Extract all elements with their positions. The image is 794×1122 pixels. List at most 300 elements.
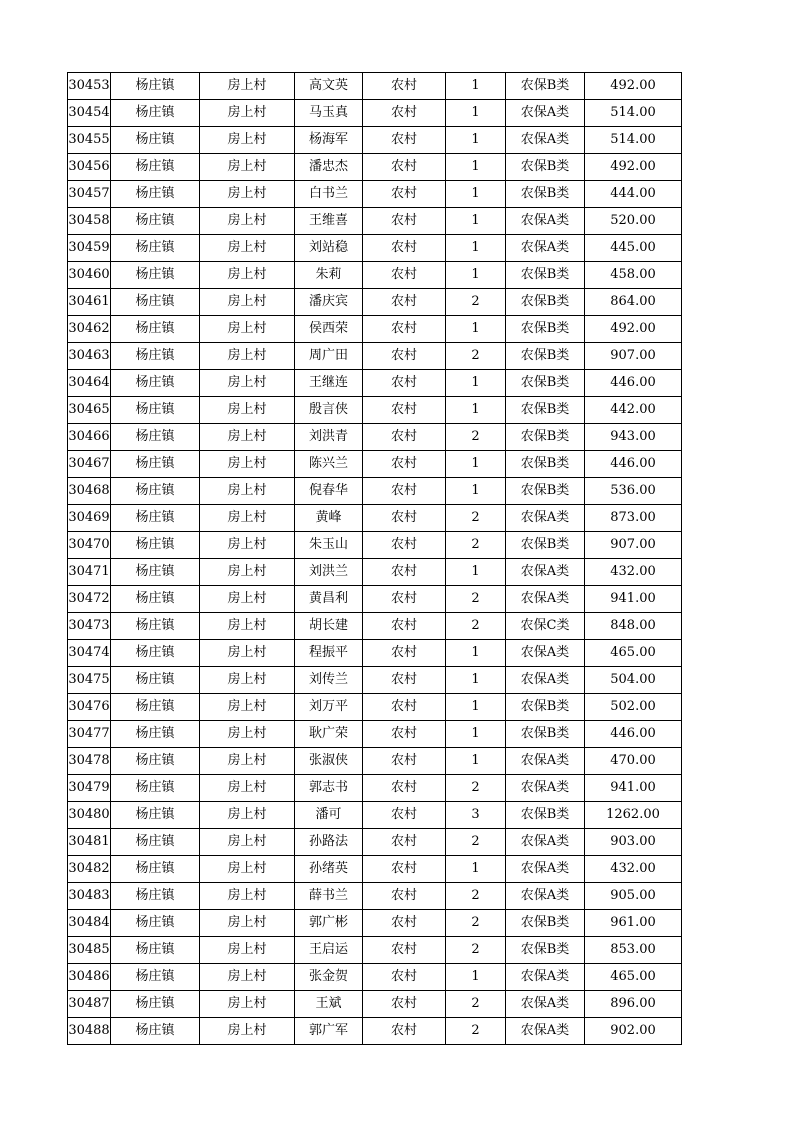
household-count-cell: 1: [446, 181, 506, 208]
insurance-class-cell: 农保A类: [506, 208, 585, 235]
area-type-cell: 农村: [363, 451, 446, 478]
insurance-class-cell: 农保B类: [506, 937, 585, 964]
record-id-cell: 30457: [68, 181, 111, 208]
amount-cell: 465.00: [585, 640, 682, 667]
insurance-class-cell: 农保A类: [506, 991, 585, 1018]
area-type-cell: 农村: [363, 559, 446, 586]
village-cell: 房上村: [200, 937, 295, 964]
area-type-cell: 农村: [363, 748, 446, 775]
household-count-cell: 1: [446, 721, 506, 748]
record-id-cell: 30482: [68, 856, 111, 883]
table-row: [68, 991, 682, 1018]
record-id-cell: 30484: [68, 910, 111, 937]
village-cell: 房上村: [200, 478, 295, 505]
person-name-cell: 薛书兰: [295, 883, 363, 910]
household-count-cell: 1: [446, 559, 506, 586]
table-row: [68, 127, 682, 154]
record-id-cell: 30488: [68, 1018, 111, 1045]
town-cell: 杨庄镇: [111, 991, 200, 1018]
insurance-class-cell: 农保B类: [506, 424, 585, 451]
area-type-cell: 农村: [363, 397, 446, 424]
household-count-cell: 2: [446, 586, 506, 613]
household-count-cell: 1: [446, 235, 506, 262]
person-name-cell: 朱莉: [295, 262, 363, 289]
record-id-cell: 30469: [68, 505, 111, 532]
record-id-cell: 30477: [68, 721, 111, 748]
person-name-cell: 刘洪兰: [295, 559, 363, 586]
insurance-class-cell: 农保B类: [506, 910, 585, 937]
person-name-cell: 马玉真: [295, 100, 363, 127]
person-name-cell: 王启运: [295, 937, 363, 964]
household-count-cell: 1: [446, 964, 506, 991]
person-name-cell: 潘庆宾: [295, 289, 363, 316]
table-row: [68, 721, 682, 748]
amount-cell: 941.00: [585, 775, 682, 802]
amount-cell: 943.00: [585, 424, 682, 451]
household-count-cell: 1: [446, 127, 506, 154]
insurance-class-cell: 农保B类: [506, 181, 585, 208]
village-cell: 房上村: [200, 154, 295, 181]
village-cell: 房上村: [200, 235, 295, 262]
village-cell: 房上村: [200, 586, 295, 613]
town-cell: 杨庄镇: [111, 532, 200, 559]
town-cell: 杨庄镇: [111, 424, 200, 451]
person-name-cell: 周广田: [295, 343, 363, 370]
table-row: [68, 613, 682, 640]
amount-cell: 907.00: [585, 532, 682, 559]
person-name-cell: 程振平: [295, 640, 363, 667]
area-type-cell: 农村: [363, 694, 446, 721]
table-row: [68, 100, 682, 127]
amount-cell: 442.00: [585, 397, 682, 424]
amount-cell: 903.00: [585, 829, 682, 856]
area-type-cell: 农村: [363, 262, 446, 289]
insurance-class-cell: 农保A类: [506, 856, 585, 883]
amount-cell: 446.00: [585, 721, 682, 748]
table-row: [68, 397, 682, 424]
village-cell: 房上村: [200, 667, 295, 694]
town-cell: 杨庄镇: [111, 694, 200, 721]
table-row: [68, 289, 682, 316]
amount-cell: 848.00: [585, 613, 682, 640]
household-count-cell: 2: [446, 775, 506, 802]
amount-cell: 520.00: [585, 208, 682, 235]
household-count-cell: 2: [446, 883, 506, 910]
household-count-cell: 3: [446, 802, 506, 829]
village-cell: 房上村: [200, 721, 295, 748]
amount-cell: 905.00: [585, 883, 682, 910]
village-cell: 房上村: [200, 964, 295, 991]
area-type-cell: 农村: [363, 991, 446, 1018]
person-name-cell: 朱玉山: [295, 532, 363, 559]
village-cell: 房上村: [200, 181, 295, 208]
insurance-class-cell: 农保B类: [506, 532, 585, 559]
village-cell: 房上村: [200, 613, 295, 640]
person-name-cell: 刘万平: [295, 694, 363, 721]
insurance-class-cell: 农保C类: [506, 613, 585, 640]
village-cell: 房上村: [200, 100, 295, 127]
village-cell: 房上村: [200, 397, 295, 424]
household-count-cell: 2: [446, 505, 506, 532]
person-name-cell: 张金贺: [295, 964, 363, 991]
record-id-cell: 30483: [68, 883, 111, 910]
amount-cell: 896.00: [585, 991, 682, 1018]
town-cell: 杨庄镇: [111, 73, 200, 100]
area-type-cell: 农村: [363, 208, 446, 235]
table-row: [68, 640, 682, 667]
person-name-cell: 胡长建: [295, 613, 363, 640]
record-id-cell: 30472: [68, 586, 111, 613]
amount-cell: 514.00: [585, 127, 682, 154]
village-cell: 房上村: [200, 559, 295, 586]
table-row: [68, 505, 682, 532]
village-cell: 房上村: [200, 910, 295, 937]
table-row: [68, 937, 682, 964]
area-type-cell: 农村: [363, 613, 446, 640]
town-cell: 杨庄镇: [111, 127, 200, 154]
household-count-cell: 1: [446, 262, 506, 289]
amount-cell: 446.00: [585, 370, 682, 397]
town-cell: 杨庄镇: [111, 1018, 200, 1045]
household-count-cell: 1: [446, 397, 506, 424]
town-cell: 杨庄镇: [111, 748, 200, 775]
town-cell: 杨庄镇: [111, 856, 200, 883]
insurance-class-cell: 农保A类: [506, 505, 585, 532]
town-cell: 杨庄镇: [111, 316, 200, 343]
village-cell: 房上村: [200, 1018, 295, 1045]
person-name-cell: 刘洪青: [295, 424, 363, 451]
record-id-cell: 30471: [68, 559, 111, 586]
town-cell: 杨庄镇: [111, 451, 200, 478]
area-type-cell: 农村: [363, 154, 446, 181]
person-name-cell: 白书兰: [295, 181, 363, 208]
record-id-cell: 30470: [68, 532, 111, 559]
village-cell: 房上村: [200, 316, 295, 343]
town-cell: 杨庄镇: [111, 505, 200, 532]
record-id-cell: 30466: [68, 424, 111, 451]
town-cell: 杨庄镇: [111, 586, 200, 613]
village-cell: 房上村: [200, 856, 295, 883]
person-name-cell: 郭广彬: [295, 910, 363, 937]
record-id-cell: 30478: [68, 748, 111, 775]
record-id-cell: 30479: [68, 775, 111, 802]
village-cell: 房上村: [200, 748, 295, 775]
insurance-class-cell: 农保A类: [506, 883, 585, 910]
amount-cell: 536.00: [585, 478, 682, 505]
village-cell: 房上村: [200, 73, 295, 100]
insurance-class-cell: 农保B类: [506, 694, 585, 721]
amount-cell: 907.00: [585, 343, 682, 370]
table-row: [68, 316, 682, 343]
household-count-cell: 2: [446, 1018, 506, 1045]
amount-cell: 465.00: [585, 964, 682, 991]
household-count-cell: 1: [446, 478, 506, 505]
area-type-cell: 农村: [363, 829, 446, 856]
record-id-cell: 30485: [68, 937, 111, 964]
area-type-cell: 农村: [363, 802, 446, 829]
table-row: [68, 964, 682, 991]
record-id-cell: 30465: [68, 397, 111, 424]
person-name-cell: 高文英: [295, 73, 363, 100]
area-type-cell: 农村: [363, 532, 446, 559]
insurance-class-cell: 农保B类: [506, 262, 585, 289]
area-type-cell: 农村: [363, 370, 446, 397]
insurance-class-cell: 农保B类: [506, 721, 585, 748]
insurance-class-cell: 农保A类: [506, 127, 585, 154]
person-name-cell: 孙绪英: [295, 856, 363, 883]
person-name-cell: 孙路法: [295, 829, 363, 856]
area-type-cell: 农村: [363, 1018, 446, 1045]
village-cell: 房上村: [200, 343, 295, 370]
records-table-body: [68, 73, 682, 1045]
record-id-cell: 30475: [68, 667, 111, 694]
town-cell: 杨庄镇: [111, 154, 200, 181]
table-row: [68, 667, 682, 694]
town-cell: 杨庄镇: [111, 883, 200, 910]
town-cell: 杨庄镇: [111, 640, 200, 667]
person-name-cell: 殷言侠: [295, 397, 363, 424]
area-type-cell: 农村: [363, 775, 446, 802]
amount-cell: 432.00: [585, 559, 682, 586]
area-type-cell: 农村: [363, 73, 446, 100]
amount-cell: 853.00: [585, 937, 682, 964]
table-row: [68, 748, 682, 775]
table-row: [68, 181, 682, 208]
record-id-cell: 30454: [68, 100, 111, 127]
amount-cell: 444.00: [585, 181, 682, 208]
village-cell: 房上村: [200, 991, 295, 1018]
table-row: [68, 208, 682, 235]
person-name-cell: 刘传兰: [295, 667, 363, 694]
insurance-class-cell: 农保B类: [506, 397, 585, 424]
person-name-cell: 潘可: [295, 802, 363, 829]
area-type-cell: 农村: [363, 586, 446, 613]
town-cell: 杨庄镇: [111, 775, 200, 802]
insurance-class-cell: 农保A类: [506, 586, 585, 613]
person-name-cell: 倪春华: [295, 478, 363, 505]
household-count-cell: 2: [446, 532, 506, 559]
household-count-cell: 2: [446, 343, 506, 370]
record-id-cell: 30458: [68, 208, 111, 235]
insurance-class-cell: 农保A类: [506, 829, 585, 856]
household-count-cell: 2: [446, 937, 506, 964]
village-cell: 房上村: [200, 451, 295, 478]
village-cell: 房上村: [200, 262, 295, 289]
town-cell: 杨庄镇: [111, 613, 200, 640]
household-count-cell: 2: [446, 613, 506, 640]
household-count-cell: 1: [446, 100, 506, 127]
household-count-cell: 1: [446, 451, 506, 478]
household-count-cell: 1: [446, 667, 506, 694]
person-name-cell: 黄峰: [295, 505, 363, 532]
record-id-cell: 30456: [68, 154, 111, 181]
person-name-cell: 黄昌利: [295, 586, 363, 613]
table-row: [68, 775, 682, 802]
amount-cell: 492.00: [585, 316, 682, 343]
village-cell: 房上村: [200, 883, 295, 910]
village-cell: 房上村: [200, 640, 295, 667]
area-type-cell: 农村: [363, 883, 446, 910]
village-cell: 房上村: [200, 694, 295, 721]
household-count-cell: 1: [446, 856, 506, 883]
records-table: [67, 72, 682, 1045]
town-cell: 杨庄镇: [111, 721, 200, 748]
area-type-cell: 农村: [363, 424, 446, 451]
record-id-cell: 30464: [68, 370, 111, 397]
table-row: [68, 235, 682, 262]
amount-cell: 492.00: [585, 73, 682, 100]
town-cell: 杨庄镇: [111, 478, 200, 505]
town-cell: 杨庄镇: [111, 829, 200, 856]
person-name-cell: 郭广军: [295, 1018, 363, 1045]
amount-cell: 470.00: [585, 748, 682, 775]
household-count-cell: 1: [446, 316, 506, 343]
household-count-cell: 2: [446, 991, 506, 1018]
area-type-cell: 农村: [363, 316, 446, 343]
insurance-class-cell: 农保A类: [506, 235, 585, 262]
household-count-cell: 2: [446, 424, 506, 451]
record-id-cell: 30462: [68, 316, 111, 343]
town-cell: 杨庄镇: [111, 667, 200, 694]
town-cell: 杨庄镇: [111, 208, 200, 235]
town-cell: 杨庄镇: [111, 181, 200, 208]
insurance-class-cell: 农保A类: [506, 964, 585, 991]
person-name-cell: 耿广荣: [295, 721, 363, 748]
town-cell: 杨庄镇: [111, 235, 200, 262]
table-row: [68, 343, 682, 370]
area-type-cell: 农村: [363, 100, 446, 127]
area-type-cell: 农村: [363, 343, 446, 370]
area-type-cell: 农村: [363, 964, 446, 991]
insurance-class-cell: 农保B类: [506, 316, 585, 343]
amount-cell: 1262.00: [585, 802, 682, 829]
table-row: [68, 532, 682, 559]
amount-cell: 502.00: [585, 694, 682, 721]
amount-cell: 504.00: [585, 667, 682, 694]
area-type-cell: 农村: [363, 127, 446, 154]
insurance-class-cell: 农保A类: [506, 640, 585, 667]
insurance-class-cell: 农保B类: [506, 343, 585, 370]
area-type-cell: 农村: [363, 235, 446, 262]
insurance-class-cell: 农保B类: [506, 802, 585, 829]
village-cell: 房上村: [200, 829, 295, 856]
insurance-class-cell: 农保A类: [506, 559, 585, 586]
amount-cell: 492.00: [585, 154, 682, 181]
insurance-class-cell: 农保B类: [506, 451, 585, 478]
table-row: [68, 370, 682, 397]
household-count-cell: 2: [446, 910, 506, 937]
person-name-cell: 潘忠杰: [295, 154, 363, 181]
village-cell: 房上村: [200, 289, 295, 316]
person-name-cell: 侯西荣: [295, 316, 363, 343]
village-cell: 房上村: [200, 208, 295, 235]
record-id-cell: 30463: [68, 343, 111, 370]
amount-cell: 446.00: [585, 451, 682, 478]
village-cell: 房上村: [200, 505, 295, 532]
amount-cell: 864.00: [585, 289, 682, 316]
area-type-cell: 农村: [363, 937, 446, 964]
insurance-class-cell: 农保B类: [506, 289, 585, 316]
table-row: [68, 856, 682, 883]
amount-cell: 514.00: [585, 100, 682, 127]
record-id-cell: 30487: [68, 991, 111, 1018]
town-cell: 杨庄镇: [111, 937, 200, 964]
village-cell: 房上村: [200, 802, 295, 829]
household-count-cell: 1: [446, 73, 506, 100]
town-cell: 杨庄镇: [111, 802, 200, 829]
town-cell: 杨庄镇: [111, 100, 200, 127]
record-id-cell: 30473: [68, 613, 111, 640]
area-type-cell: 农村: [363, 640, 446, 667]
area-type-cell: 农村: [363, 721, 446, 748]
person-name-cell: 王维喜: [295, 208, 363, 235]
town-cell: 杨庄镇: [111, 397, 200, 424]
person-name-cell: 张淑侠: [295, 748, 363, 775]
insurance-class-cell: 农保B类: [506, 154, 585, 181]
table-row: [68, 694, 682, 721]
record-id-cell: 30476: [68, 694, 111, 721]
table-row: [68, 262, 682, 289]
household-count-cell: 1: [446, 694, 506, 721]
insurance-class-cell: 农保A类: [506, 775, 585, 802]
town-cell: 杨庄镇: [111, 910, 200, 937]
household-count-cell: 1: [446, 154, 506, 181]
town-cell: 杨庄镇: [111, 343, 200, 370]
amount-cell: 873.00: [585, 505, 682, 532]
town-cell: 杨庄镇: [111, 964, 200, 991]
record-id-cell: 30453: [68, 73, 111, 100]
insurance-class-cell: 农保A类: [506, 1018, 585, 1045]
person-name-cell: 刘站稳: [295, 235, 363, 262]
table-row: [68, 802, 682, 829]
village-cell: 房上村: [200, 532, 295, 559]
table-row: [68, 910, 682, 937]
area-type-cell: 农村: [363, 478, 446, 505]
record-id-cell: 30460: [68, 262, 111, 289]
insurance-class-cell: 农保A类: [506, 748, 585, 775]
record-id-cell: 30486: [68, 964, 111, 991]
insurance-class-cell: 农保B类: [506, 370, 585, 397]
insurance-class-cell: 农保B类: [506, 478, 585, 505]
town-cell: 杨庄镇: [111, 289, 200, 316]
table-row: [68, 1018, 682, 1045]
amount-cell: 902.00: [585, 1018, 682, 1045]
area-type-cell: 农村: [363, 856, 446, 883]
table-row: [68, 586, 682, 613]
amount-cell: 961.00: [585, 910, 682, 937]
person-name-cell: 杨海军: [295, 127, 363, 154]
village-cell: 房上村: [200, 775, 295, 802]
area-type-cell: 农村: [363, 505, 446, 532]
table-row: [68, 559, 682, 586]
amount-cell: 445.00: [585, 235, 682, 262]
area-type-cell: 农村: [363, 181, 446, 208]
village-cell: 房上村: [200, 127, 295, 154]
record-id-cell: 30474: [68, 640, 111, 667]
household-count-cell: 2: [446, 829, 506, 856]
record-id-cell: 30459: [68, 235, 111, 262]
town-cell: 杨庄镇: [111, 559, 200, 586]
household-count-cell: 1: [446, 640, 506, 667]
area-type-cell: 农村: [363, 289, 446, 316]
record-id-cell: 30481: [68, 829, 111, 856]
household-count-cell: 1: [446, 370, 506, 397]
record-id-cell: 30467: [68, 451, 111, 478]
town-cell: 杨庄镇: [111, 262, 200, 289]
area-type-cell: 农村: [363, 667, 446, 694]
village-cell: 房上村: [200, 424, 295, 451]
record-id-cell: 30480: [68, 802, 111, 829]
